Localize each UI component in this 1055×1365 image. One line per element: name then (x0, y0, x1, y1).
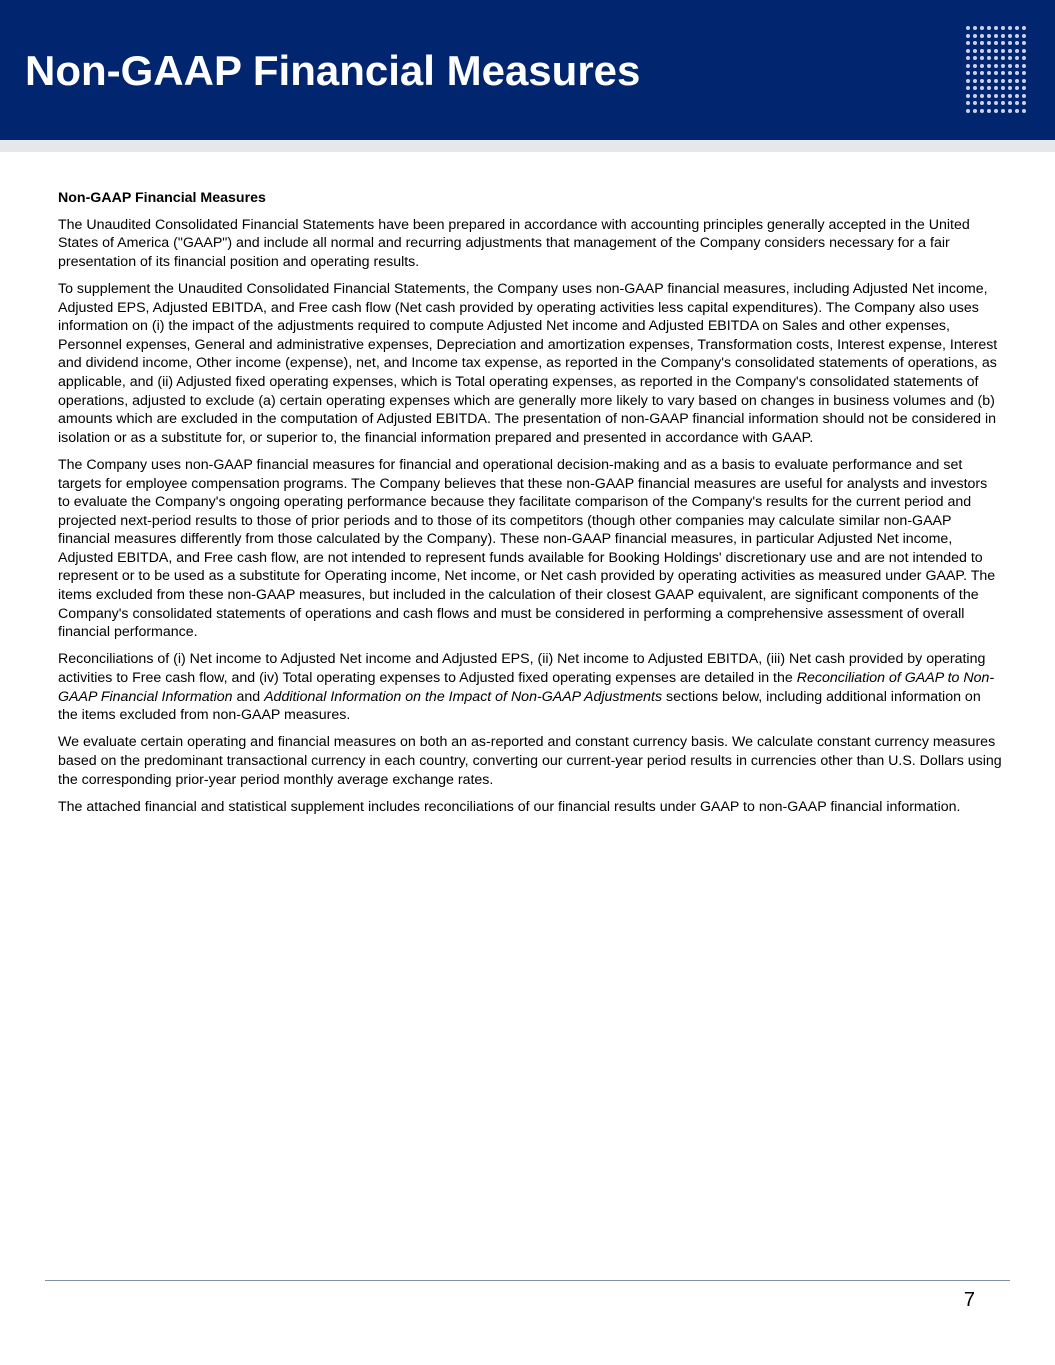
header-banner (0, 0, 1055, 140)
dot (994, 26, 998, 30)
dot (1022, 34, 1026, 38)
paragraph-gaap-basis: The Unaudited Consolidated Financial Statements have been prepared in accordance with accounting principles generally accepted in the United States of America ("GAAP") and include all normal and recurring adjustments that management of the Company considers necessary for a fair presentation of its financial position and operating results. (58, 216, 970, 270)
dot (1022, 49, 1026, 53)
dot (973, 101, 977, 105)
dot (1001, 71, 1005, 75)
dot (980, 109, 984, 113)
dot (1008, 71, 1012, 75)
dot (973, 94, 977, 98)
dot (980, 79, 984, 83)
dot (1008, 26, 1012, 30)
dot (966, 64, 970, 68)
dot-grid-icon (966, 26, 1032, 114)
dot (1001, 79, 1005, 83)
dot (980, 34, 984, 38)
dot (973, 49, 977, 53)
dot (966, 79, 970, 83)
dot (994, 109, 998, 113)
dot (1008, 41, 1012, 45)
dot (994, 94, 998, 98)
dot (966, 26, 970, 30)
dot (1015, 34, 1019, 38)
dot (973, 86, 977, 90)
dot (1008, 64, 1012, 68)
dot (1015, 79, 1019, 83)
footer-divider (45, 1280, 1010, 1281)
dot (1022, 101, 1026, 105)
dot (1008, 34, 1012, 38)
dot (966, 94, 970, 98)
reconciliation-section-reference: Reconciliation of GAAP to Non-GAAP Financial Information (58, 670, 995, 705)
dot (966, 71, 970, 75)
paragraph-usage: The Company uses non-GAAP financial measures for financial and operational decision-making and as a basis to evaluate performance and set targets for employee compensation programs. The Company believes that these non-GAAP financial measures are useful for analysts and investors to evaluate the Company's ongoing operating performance because they facilitate comparison of the Company's results for the current period and projected next-period results to those of prior periods and to those of its competitors (though other companies may calculate similar non-GAAP financial measures differently from those calculated by the Company). These non-GAAP financial measures, in particular Adjusted Net income, Adjusted EBITDA, and Free cash flow, are not intended to represent funds available for Booking Holdings' discretionary use and are not intended to represent or to be used as a substitute for Operating income, Net income, or Net cash provided by operating activities as measured under GAAP. The items excluded from these non-GAAP measures, but included in the calculation of their closest GAAP equivalent, are significant components of the Company's consolidated statements of operations and cash flows and must be considered in performing a comprehensive assessment of overall financial performance. (58, 456, 996, 641)
dot (973, 41, 977, 45)
dot (966, 86, 970, 90)
dot (994, 56, 998, 60)
dot (987, 56, 991, 60)
dot (1015, 71, 1019, 75)
dot (1001, 109, 1005, 113)
dot (1015, 109, 1019, 113)
paragraph-supplement-note: The attached financial and statistical supplement includes reconciliations of our financial results under GAAP to non-GAAP financial information. (58, 798, 961, 815)
header-band (0, 140, 1055, 152)
dot (987, 109, 991, 113)
dot (1022, 79, 1026, 83)
dot (966, 101, 970, 105)
dot (966, 49, 970, 53)
dot (980, 94, 984, 98)
dot (987, 86, 991, 90)
page-number: 7 (963, 1289, 975, 1311)
dot (1001, 64, 1005, 68)
dot (1015, 56, 1019, 60)
dot (973, 79, 977, 83)
dot (973, 56, 977, 60)
dot (1008, 79, 1012, 83)
dot (1022, 109, 1026, 113)
dot (980, 71, 984, 75)
dot (1015, 64, 1019, 68)
dot (1008, 56, 1012, 60)
dot (1015, 94, 1019, 98)
dot (1008, 109, 1012, 113)
reconciliations-text-3: sections below, including additional information on the items excluded from non-GAAP measures. (58, 688, 981, 724)
dot (994, 34, 998, 38)
dot (1022, 41, 1026, 45)
reconciliations-text-2: and (232, 688, 265, 705)
dot (973, 64, 977, 68)
dot (1001, 86, 1005, 90)
dot (973, 26, 977, 30)
dot (1015, 41, 1019, 45)
paragraph-reconciliations (58, 650, 1003, 724)
dot (987, 34, 991, 38)
dot (1015, 49, 1019, 53)
dot (1001, 26, 1005, 30)
dot (1022, 71, 1026, 75)
dot (994, 64, 998, 68)
dot (1022, 94, 1026, 98)
dot (980, 64, 984, 68)
page-title: Non-GAAP Financial Measures (25, 47, 641, 94)
dot (987, 71, 991, 75)
dot (987, 41, 991, 45)
dot (973, 34, 977, 38)
dot (966, 41, 970, 45)
paragraph-constant-currency: We evaluate certain operating and financial measures on both an as-reported and constant currency basis. We calculate constant currency measures based on the predominant transactional currency in each country, converting our current-year period results in currencies other than U.S. Dollars using the corresponding prior-year period monthly average exchange rates. (58, 734, 1002, 788)
dot (1022, 26, 1026, 30)
dot (966, 56, 970, 60)
dot (1008, 94, 1012, 98)
dot (1001, 49, 1005, 53)
dot (987, 26, 991, 30)
dot (973, 109, 977, 113)
dot (1001, 94, 1005, 98)
dot (987, 49, 991, 53)
dot (1015, 101, 1019, 105)
paragraph-supplement: To supplement the Unaudited Consolidated Financial Statements, the Company uses non-GAAP financial measures, including Adjusted Net income, Adjusted EPS, Adjusted EBITDA, and Free cash flow (Net cash provided by operating activities less capital expenditures). The Company also uses information on (i) the impact of the adjustments required to compute Adjusted Net income and Adjusted EBITDA on Sales and other expenses, Personnel expenses, General and administrative expenses, Depreciation and amortization expenses, Transformation costs, Interest expense, Interest and dividend income, Other income (expense), net, and Income tax expense, as reported in the Company's consolidated statements of operations, as applicable, and (ii) Adjusted fixed operating expenses, which is Total operating expenses, as reported in the Company's consolidated statements of operations, adjusted to exclude (a) certain operating expenses which are generally more likely to vary based on changes in business volumes and (b) amounts which are excluded in the computation of Adjusted EBITDA. The presentation of non-GAAP financial information should not be considered in isolation or as a substitute for, or superior to, the financial information prepared and presented in accordance with GAAP. (58, 280, 998, 446)
dot (1008, 49, 1012, 53)
dot (973, 71, 977, 75)
dot (987, 64, 991, 68)
dot (980, 56, 984, 60)
dot (980, 26, 984, 30)
dot (1022, 56, 1026, 60)
dot (980, 49, 984, 53)
dot (1008, 101, 1012, 105)
dot (980, 41, 984, 45)
dot (1015, 26, 1019, 30)
dot (1001, 34, 1005, 38)
dot (987, 79, 991, 83)
additional-info-section-reference: Additional Information on the Impact of Non-GAAP Adjustments (264, 688, 663, 705)
dot (994, 71, 998, 75)
dot (980, 101, 984, 105)
dot (994, 101, 998, 105)
dot (1022, 86, 1026, 90)
reconciliations-text-1: Reconciliations of (i) Net income to Adjusted Net income and Adjusted EPS, (ii) Net income to Adjusted EBITDA, (iii) Net cash provided by operating activities to Free cash flow, and (iv) Total operating expenses to Adjusted fixed operating expenses are detailed in the (58, 651, 986, 687)
dot (1001, 41, 1005, 45)
dot (994, 41, 998, 45)
dot (1015, 86, 1019, 90)
dot (966, 109, 970, 113)
document-body (58, 189, 1003, 825)
dot (994, 49, 998, 53)
dot (980, 86, 984, 90)
dot (1001, 101, 1005, 105)
section-heading: Non-GAAP Financial Measures (58, 190, 266, 206)
dot (1008, 86, 1012, 90)
dot (994, 79, 998, 83)
dot (1022, 64, 1026, 68)
dot (987, 94, 991, 98)
dot (987, 101, 991, 105)
dot (966, 34, 970, 38)
dot (1001, 56, 1005, 60)
dot (994, 86, 998, 90)
